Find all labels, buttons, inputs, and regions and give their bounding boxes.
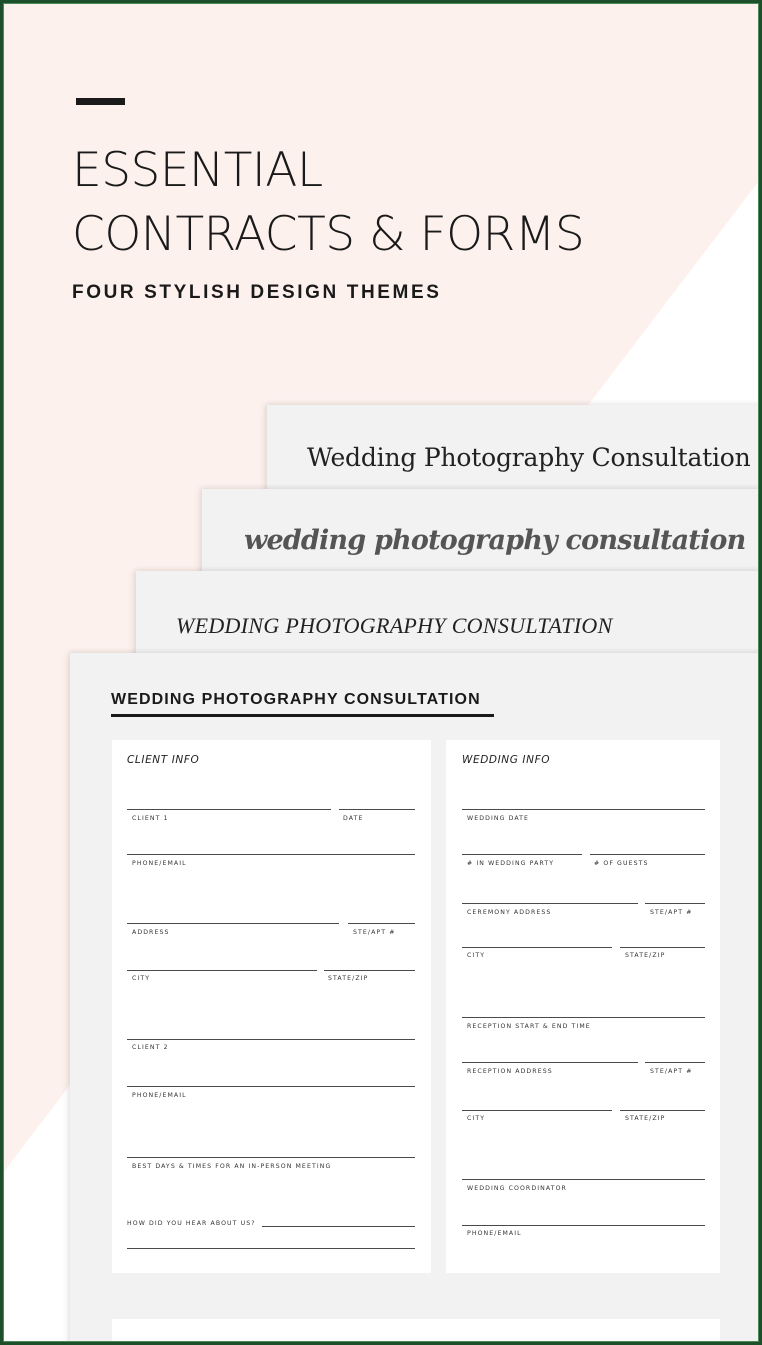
how-did-you-hear-extra-field[interactable] (127, 1248, 415, 1249)
best-days-label: BEST DAYS & TIMES FOR AN IN-PERSON MEETING (132, 1163, 332, 1170)
ceremony-address-label: CEREMONY ADDRESS (467, 909, 552, 916)
how-did-you-hear-field[interactable] (262, 1226, 415, 1227)
phone-email-1-label: PHONE/EMAIL (132, 860, 187, 867)
ste-apt-field[interactable] (348, 923, 415, 924)
reception-ste-apt-field[interactable] (645, 1062, 705, 1063)
how-did-you-hear-label: HOW DID YOU HEAR ABOUT US? (127, 1220, 256, 1227)
phone-email-2-label: PHONE/EMAIL (132, 1092, 187, 1099)
wedding-date-field[interactable] (462, 809, 705, 810)
theme-heading-bold-italic: wedding photography consultation (244, 525, 746, 556)
title-accent-dash (76, 98, 125, 105)
guests-label: # OF GUESTS (594, 860, 649, 867)
reception-state-zip-label: STATE/ZIP (625, 1115, 666, 1122)
ceremony-address-field[interactable] (462, 903, 638, 904)
reception-state-zip-field[interactable] (620, 1110, 705, 1111)
city-field[interactable] (127, 970, 317, 971)
phone-email-2-field[interactable] (127, 1086, 415, 1087)
ceremony-ste-apt-label: STE/APT # (650, 909, 693, 916)
ceremony-ste-apt-field[interactable] (645, 903, 705, 904)
best-days-field[interactable] (127, 1157, 415, 1158)
coordinator-label: WEDDING COORDINATOR (467, 1185, 567, 1192)
client-info-panel (112, 740, 431, 1273)
wedding-party-field[interactable] (462, 854, 582, 855)
form-title: WEDDING PHOTOGRAPHY CONSULTATION (111, 691, 481, 708)
ste-apt-label: STE/APT # (353, 929, 396, 936)
guests-field[interactable] (590, 854, 705, 855)
address-field[interactable] (127, 923, 339, 924)
client2-field[interactable] (127, 1039, 415, 1040)
phone-email-1-field[interactable] (127, 854, 415, 855)
client1-label: CLIENT 1 (132, 815, 169, 822)
title-line-1: ESSENTIAL (72, 143, 323, 198)
reception-ste-apt-label: STE/APT # (650, 1068, 693, 1075)
client2-label: CLIENT 2 (132, 1044, 169, 1051)
reception-time-field[interactable] (462, 1017, 705, 1018)
client1-field[interactable] (127, 809, 331, 810)
city-label: CITY (132, 975, 151, 982)
next-section-panel (112, 1319, 720, 1345)
theme-heading-serif: Wedding Photography Consultation (307, 443, 751, 472)
page-subtitle: FOUR STYLISH DESIGN THEMES (72, 282, 442, 303)
coordinator-phone-label: PHONE/EMAIL (467, 1230, 522, 1237)
ceremony-city-label: CITY (467, 952, 486, 959)
date-label: DATE (343, 815, 364, 822)
wedding-info-title: WEDDING INFO (462, 754, 551, 766)
theme-sheet-sans (70, 653, 762, 1345)
address-label: ADDRESS (132, 929, 170, 936)
page-title (72, 139, 584, 267)
reception-city-label: CITY (467, 1115, 486, 1122)
reception-time-label: RECEPTION START & END TIME (467, 1023, 591, 1030)
ceremony-state-zip-label: STATE/ZIP (625, 952, 666, 959)
title-line-2: CONTRACTS & FORMS (72, 207, 585, 262)
state-zip-label: STATE/ZIP (328, 975, 369, 982)
theme-heading-italic-caps: WEDDING PHOTOGRAPHY CONSULTATION (176, 613, 613, 638)
form-title-underline (111, 714, 494, 717)
coordinator-field[interactable] (462, 1179, 705, 1180)
ceremony-city-field[interactable] (462, 947, 612, 948)
reception-address-field[interactable] (462, 1062, 638, 1063)
coordinator-phone-field[interactable] (462, 1225, 705, 1226)
wedding-party-label: # IN WEDDING PARTY (467, 860, 555, 867)
state-zip-field[interactable] (324, 970, 415, 971)
client-info-title: CLIENT INFO (127, 754, 200, 766)
wedding-info-panel (446, 740, 720, 1273)
reception-address-label: RECEPTION ADDRESS (467, 1068, 553, 1075)
reception-city-field[interactable] (462, 1110, 612, 1111)
ceremony-state-zip-field[interactable] (620, 947, 705, 948)
date-field[interactable] (339, 809, 415, 810)
wedding-date-label: WEDDING DATE (467, 815, 530, 822)
